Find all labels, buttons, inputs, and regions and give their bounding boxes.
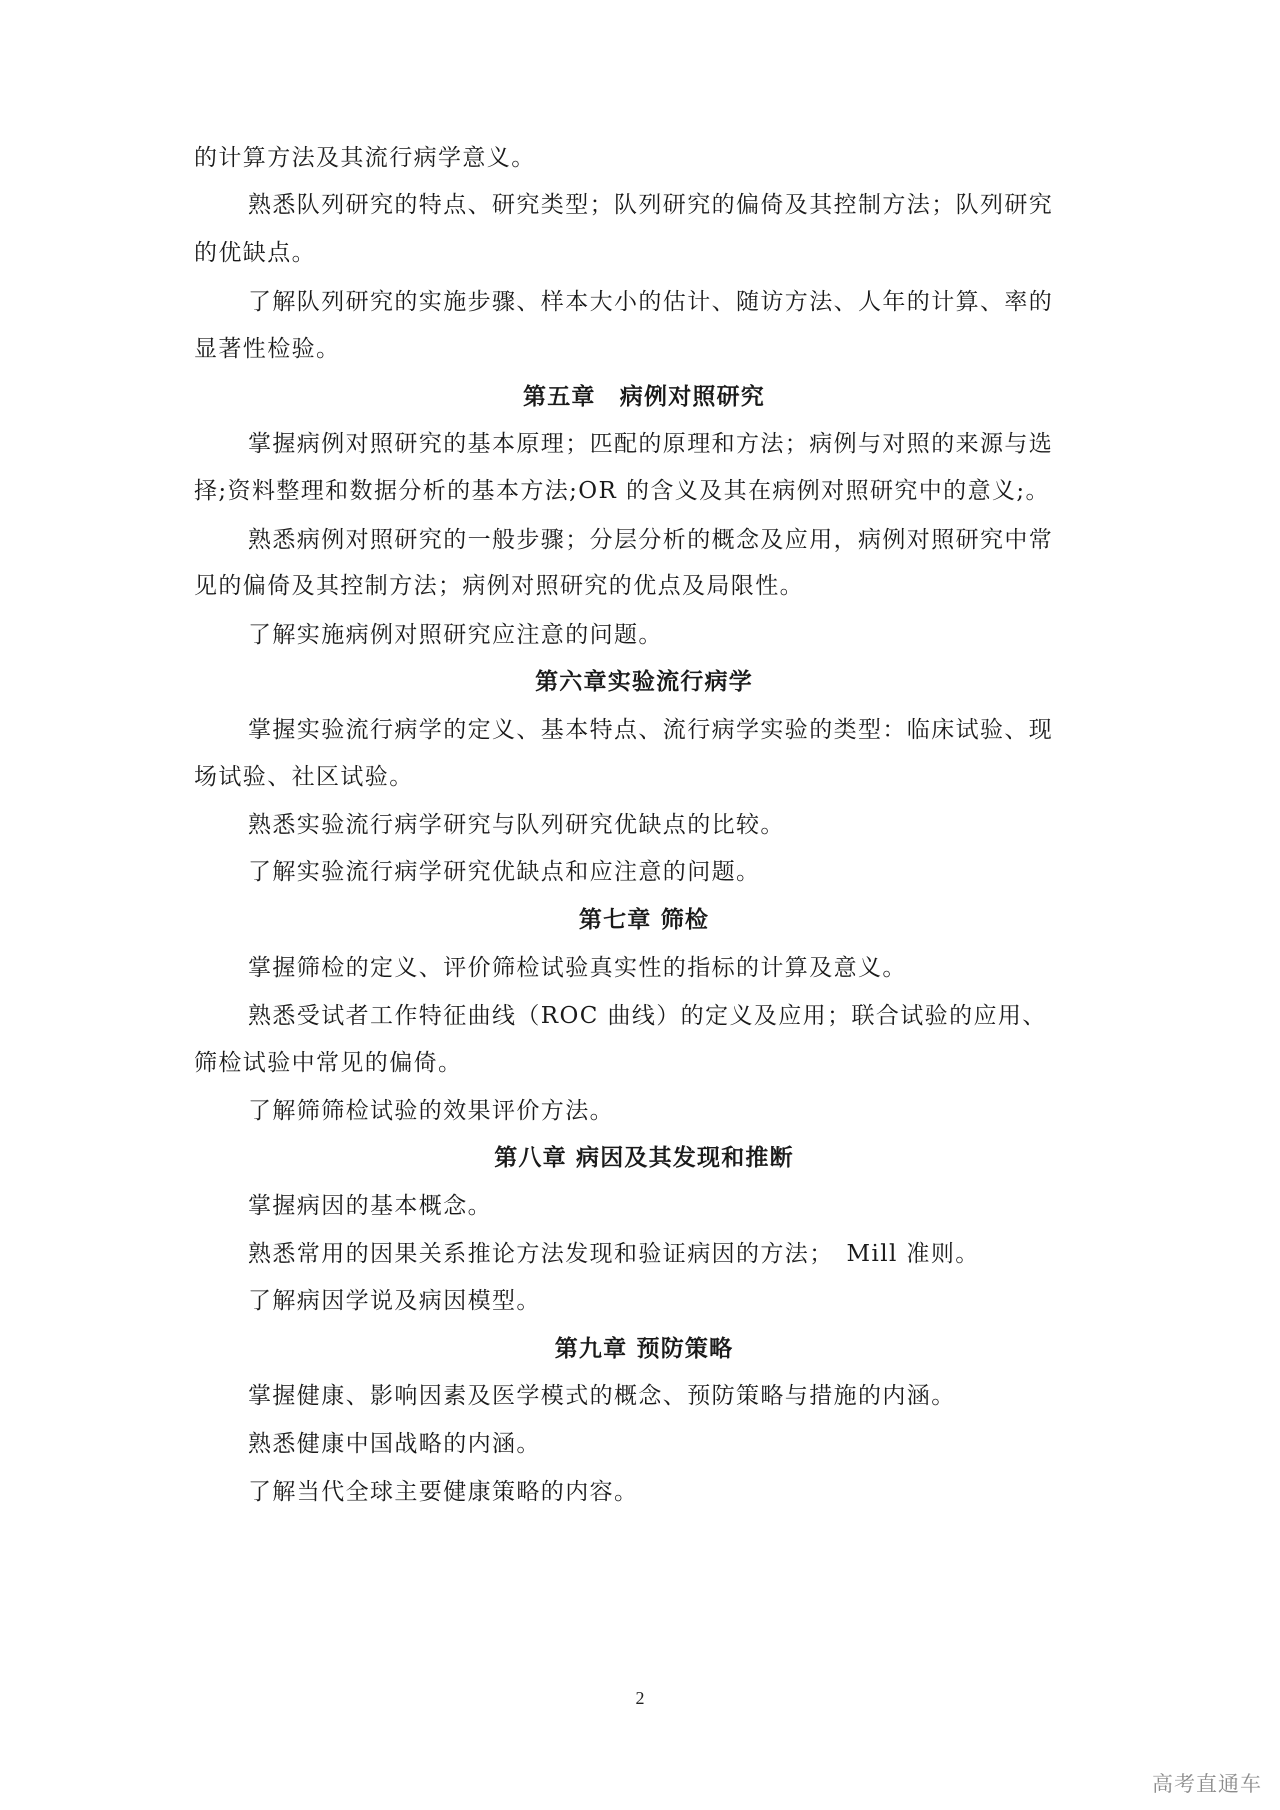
paragraph-line: 筛检试验中常见的偏倚。 [194, 1050, 463, 1076]
paragraph-line: 熟悉受试者工作特征曲线（ROC 曲线）的定义及应用；联合试验的应用、 [248, 1003, 1047, 1029]
paragraph-line: 了解实施病例对照研究应注意的问题。 [248, 622, 663, 648]
paragraph-line: 了解队列研究的实施步骤、样本大小的估计、随访方法、人年的计算、率的 [248, 289, 1054, 315]
paragraph-line: 了解筛筛检试验的效果评价方法。 [248, 1098, 614, 1124]
paragraph-line: 了解实验流行病学研究优缺点和应注意的问题。 [248, 859, 761, 885]
paragraph-line: 显著性检验。 [194, 336, 341, 362]
paragraph-line: 的优缺点。 [194, 240, 316, 266]
paragraph-line: 择;资料整理和数据分析的基本方法;OR 的含义及其在病例对照研究中的意义;。 [194, 478, 1050, 504]
paragraph-line: 熟悉健康中国战略的内涵。 [248, 1431, 541, 1457]
watermark: 高考直通车 [1152, 1772, 1262, 1796]
chapter-heading: 第五章 病例对照研究 [523, 383, 765, 410]
paragraph-line: 熟悉病例对照研究的一般步骤；分层分析的概念及应用，病例对照研究中常 [248, 527, 1054, 553]
paragraph-line: 场试验、社区试验。 [194, 764, 414, 790]
chapter-heading: 第六章实验流行病学 [535, 668, 753, 695]
paragraph-line: 掌握健康、影响因素及医学模式的概念、预防策略与措施的内涵。 [248, 1383, 956, 1409]
paragraph-line: 了解病因学说及病因模型。 [248, 1288, 541, 1314]
paragraph-line: 掌握病因的基本概念。 [248, 1193, 492, 1219]
paragraph-line: 的计算方法及其流行病学意义。 [194, 145, 536, 171]
paragraph-line: 掌握病例对照研究的基本原理；匹配的原理和方法；病例与对照的来源与选 [248, 431, 1054, 457]
chapter-heading: 第七章 筛检 [578, 906, 710, 933]
paragraph-line: 了解当代全球主要健康策略的内容。 [248, 1479, 639, 1505]
chapter-heading: 第八章 病因及其发现和推断 [494, 1144, 794, 1171]
paragraph-line: 掌握筛检的定义、评价筛检试验真实性的指标的计算及意义。 [248, 955, 907, 981]
paragraph-line: 掌握实验流行病学的定义、基本特点、流行病学实验的类型：临床试验、现 [248, 717, 1054, 743]
paragraph-line: 见的偏倚及其控制方法；病例对照研究的优点及局限性。 [194, 573, 804, 599]
chapter-heading: 第九章 预防策略 [554, 1335, 734, 1362]
page-number: 2 [635, 1688, 645, 1708]
paragraph-line: 熟悉队列研究的特点、研究类型；队列研究的偏倚及其控制方法；队列研究 [248, 192, 1054, 218]
paragraph-line: 熟悉实验流行病学研究与队列研究优缺点的比较。 [248, 812, 785, 838]
paragraph-line: 熟悉常用的因果关系推论方法发现和验证病因的方法； Mill 准则。 [248, 1241, 980, 1267]
